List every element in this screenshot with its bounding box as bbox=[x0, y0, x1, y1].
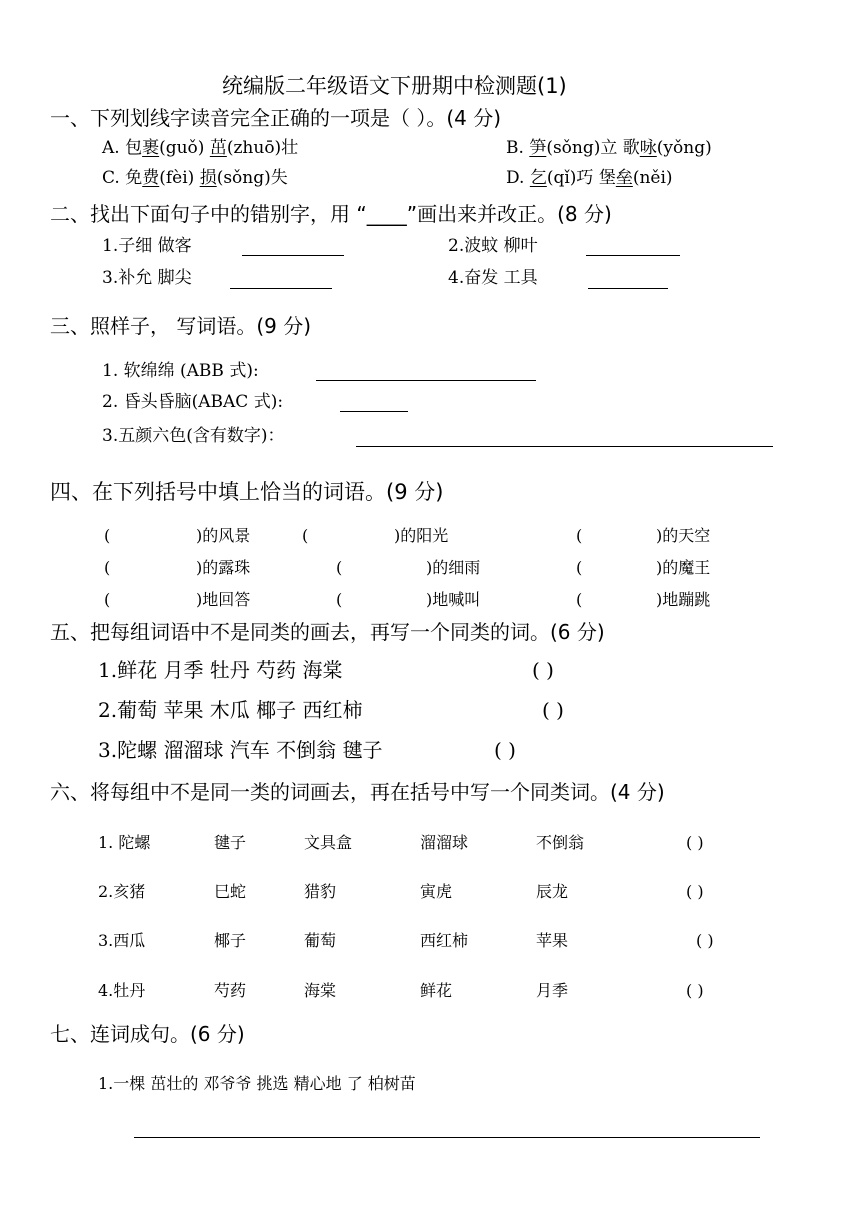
option-d-underlined-2: 垒 bbox=[615, 168, 633, 188]
fill-item: )的细雨 bbox=[426, 558, 481, 577]
answer-bracket[interactable]: ( ) bbox=[494, 738, 516, 762]
option-c-underlined-2: 损 bbox=[199, 168, 217, 188]
answer-blank[interactable] bbox=[588, 288, 668, 289]
section-2-heading: 二、找出下面句子中的错别字，用 “____”画出来并改正。(8 分) bbox=[50, 202, 612, 226]
s3-item-3: 3.五颜六色(含有数字)： bbox=[102, 426, 285, 446]
option-c-pinyin-1: (fèi) bbox=[159, 168, 200, 188]
bracket-open: ( bbox=[104, 558, 111, 577]
section-4-heading: 四、在下列括号中填上恰当的词语。(9 分) bbox=[50, 480, 444, 504]
option-d-pinyin-2: (něi) bbox=[632, 168, 673, 188]
option-c-pinyin-2: (sǒng)失 bbox=[216, 168, 288, 188]
bracket-open: ( bbox=[336, 558, 343, 577]
s6-word: 巳蛇 bbox=[214, 882, 247, 901]
s3-item-1: 1. 软绵绵 (ABB 式): bbox=[102, 361, 259, 381]
page-title: 统编版二年级语文下册期中检测题(1) bbox=[222, 74, 567, 98]
s2-item-3: 3.补允 脚尖 bbox=[102, 268, 192, 288]
section-1-heading: 一、下列划线字读音完全正确的一项是（ ）。(4 分) bbox=[50, 106, 502, 130]
fill-item: )的天空 bbox=[656, 526, 711, 545]
s6-word: 月季 bbox=[536, 981, 569, 1000]
option-a-pinyin-1: (guǒ) bbox=[159, 138, 210, 158]
bracket-open: ( bbox=[104, 590, 111, 609]
answer-blank[interactable] bbox=[242, 255, 344, 256]
s6-word: 海棠 bbox=[304, 981, 337, 1000]
s2-item-4: 4.奋发 工具 bbox=[448, 268, 538, 288]
fill-item: )地喊叫 bbox=[426, 590, 481, 609]
fill-item: )的魔王 bbox=[656, 558, 711, 577]
answer-blank[interactable] bbox=[230, 288, 332, 289]
option-b-underlined-2: 咏 bbox=[639, 138, 657, 158]
s6-word: 椰子 bbox=[214, 931, 247, 950]
fill-item: )地蹦跳 bbox=[656, 590, 711, 609]
option-c-text: C. 免 bbox=[102, 168, 143, 188]
s6-word: 芍药 bbox=[214, 981, 247, 1000]
bracket-open: ( bbox=[104, 526, 111, 545]
bracket-open: ( bbox=[576, 526, 583, 545]
fill-item: )的阳光 bbox=[394, 526, 449, 545]
answer-line[interactable] bbox=[134, 1137, 760, 1138]
option-a-underlined-2: 茁 bbox=[209, 138, 227, 158]
s6-word: 西红柿 bbox=[420, 931, 469, 950]
answer-bracket[interactable]: ( ) bbox=[542, 698, 564, 722]
s6-word: 辰龙 bbox=[536, 882, 569, 901]
s6-word: 文具盒 bbox=[304, 833, 353, 852]
option-b-pinyin-1: (sǒng)立 歌 bbox=[546, 138, 640, 158]
s6-word: 3.西瓜 bbox=[98, 931, 146, 950]
bracket-open: ( bbox=[576, 590, 583, 609]
section-7-heading: 七、连词成句。(6 分) bbox=[50, 1022, 245, 1046]
answer-blank[interactable] bbox=[340, 411, 408, 412]
s2-item-1: 1.子细 做客 bbox=[102, 236, 192, 256]
option-a-text: A. 包 bbox=[102, 138, 143, 158]
answer-blank[interactable] bbox=[316, 380, 536, 381]
bracket-open: ( bbox=[336, 590, 343, 609]
s6-word: 1. 陀螺 bbox=[98, 833, 151, 852]
s6-word: 不倒翁 bbox=[536, 833, 585, 852]
answer-bracket[interactable]: ( ) bbox=[686, 981, 704, 1000]
option-d-text: D. bbox=[506, 168, 530, 188]
s6-word: 4.牡丹 bbox=[98, 981, 146, 1000]
s6-word: 猎豹 bbox=[304, 882, 337, 901]
s3-item-2: 2. 昏头昏脑(ABAC 式): bbox=[102, 392, 284, 412]
answer-bracket[interactable]: ( ) bbox=[532, 658, 554, 682]
answer-blank[interactable] bbox=[586, 255, 680, 256]
option-c bbox=[102, 170, 288, 187]
s6-word: 寅虎 bbox=[420, 882, 453, 901]
s6-word: 毽子 bbox=[214, 833, 247, 852]
option-b-text: B. bbox=[506, 138, 530, 158]
answer-blank[interactable] bbox=[356, 446, 773, 447]
option-a-underlined-1: 裹 bbox=[142, 138, 160, 158]
s6-word: 鲜花 bbox=[420, 981, 453, 1000]
option-a-pinyin-2: (zhuō)壮 bbox=[226, 138, 299, 158]
s5-item-1: 1.鲜花 月季 牡丹 芍药 海棠 bbox=[98, 658, 343, 682]
bracket-open: ( bbox=[302, 526, 309, 545]
s6-word: 溜溜球 bbox=[420, 833, 469, 852]
section-5-heading: 五、把每组词语中不是同类的画去，再写一个同类的词。(6 分) bbox=[50, 620, 605, 644]
answer-bracket[interactable]: ( ) bbox=[696, 931, 714, 950]
bracket-open: ( bbox=[576, 558, 583, 577]
fill-item: )的风景 bbox=[196, 526, 251, 545]
option-b-pinyin-2: (yǒng) bbox=[656, 138, 712, 158]
option-a bbox=[102, 140, 298, 157]
option-d-underlined-1: 乞 bbox=[529, 168, 547, 188]
s7-item-1: 1.一棵 茁壮的 邓爷爷 挑选 精心地 了 柏树苗 bbox=[98, 1074, 416, 1093]
s6-word: 苹果 bbox=[536, 931, 569, 950]
option-d-pinyin-1: (qǐ)巧 堡 bbox=[546, 168, 616, 188]
s5-item-2: 2.葡萄 苹果 木瓜 椰子 西红柿 bbox=[98, 698, 363, 722]
fill-item: )的露珠 bbox=[196, 558, 251, 577]
s6-word: 葡萄 bbox=[304, 931, 337, 950]
answer-bracket[interactable]: ( ) bbox=[686, 882, 704, 901]
option-c-underlined-1: 费 bbox=[142, 168, 160, 188]
option-b bbox=[506, 140, 712, 157]
section-6-heading: 六、将每组中不是同一类的词画去，再在括号中写一个同类词。(4 分) bbox=[50, 780, 665, 804]
s2-item-2: 2.波蚊 柳叶 bbox=[448, 236, 538, 256]
section-3-heading: 三、照样子， 写词语。(9 分) bbox=[50, 314, 312, 338]
fill-item: )地回答 bbox=[196, 590, 251, 609]
option-b-underlined-1: 笋 bbox=[529, 138, 547, 158]
answer-bracket[interactable]: ( ) bbox=[686, 833, 704, 852]
s5-item-3: 3.陀螺 溜溜球 汽车 不倒翁 毽子 bbox=[98, 738, 383, 762]
option-d bbox=[506, 170, 673, 187]
s6-word: 2.亥猪 bbox=[98, 882, 146, 901]
